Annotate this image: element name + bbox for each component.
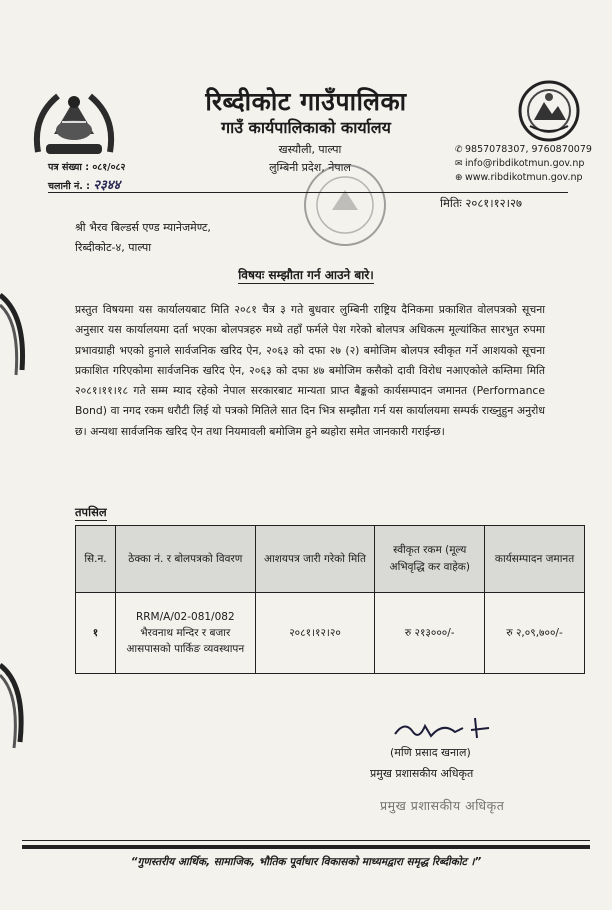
letter-body: प्रस्तुत विषयमा यस कार्यालयबाट मिति २०८१ चैत्र ३ गते बुधवार लुम्बिनी राष्ट्रिय दैनिकमा प्रकाशित वोलपत्रको सूचना अनुसार यस कार्यालयमा दर्ता भएका बोलपत्रहरु मध्ये तहाँ फर्मले पेश गरेको बोलपत्र अधिकत्म मूल्यांकित सारभुत रुपमा प्रभावग्राही भएको हुनाले सार्वजनिक खरिद ऐन, २०६३ को दफा २७ (२) बमोजिम बोलपत्र स्वीकृत गर्ने आशयको सूचना प्रकाशित गरिएकोमा सार्वजनिक खरिद ऐन, २०६३ को दफा ४७ बमोजिम कसैको दावी विरोध नआएकोले कम्तिमा मिति २०८१।११।१८ गते सम्म म्याद रहेको नेपाल सरकारबाट मान्यता प्राप्त बैङ्कको कार्यसम्पादन जमानत (Performance Bond) वा नगद रकम धरौटी लिई यो पत्रको मितिले सात दिन भित्र सम्झौता गर्न यस कार्यालयमा सम्पर्क राख्नुहुन अनुरोध छ। अन्यथा सार्वजनिक खरिद ऐन तथा नियमावली बमोजिम हुने ब्यहोरा समेत जानकारी गराईन्छ। xyxy=(75,303,545,438)
designation-stamp: प्रमुख प्रशासकीय अधिकृत xyxy=(380,798,505,813)
col-header-contract: ठेक्का नं. र बोलपत्रको विवरण xyxy=(115,526,255,593)
schedule-heading: तपसिल xyxy=(75,505,107,519)
phone-icon: ✆ xyxy=(455,145,463,155)
binder-ring-bottom xyxy=(0,650,30,760)
col-header-sn: सि.न. xyxy=(76,526,116,593)
dispatch-value: २३४४ xyxy=(93,178,121,193)
office-subtitle: गाउँ कार्यपालिकाको कार्यालय xyxy=(221,118,391,137)
col-header-guarantee: कार्यसम्पादन जमानत xyxy=(485,526,585,593)
header-divider xyxy=(48,192,568,193)
subject-text: विषयः सम्झौता गर्न आउने बारे। xyxy=(238,268,374,282)
globe-icon: ⊕ xyxy=(455,173,463,183)
website-contact xyxy=(455,172,583,183)
email-icon: ✉ xyxy=(455,159,463,169)
dispatch-number xyxy=(48,175,120,193)
email-text: info@ribdikotmun.gov.np xyxy=(465,158,585,169)
recipient-name: श्री भैरव बिल्डर्स एण्ड म्यानेजमेण्ट, xyxy=(75,221,211,234)
footer-rule-thin xyxy=(22,840,590,841)
schedule-table xyxy=(75,525,585,674)
contract-number: RRM/A/02-081/082 xyxy=(135,611,235,623)
col-header-date: आशयपत्र जारी गरेको मिति xyxy=(255,526,375,593)
cell-guarantee: रु २,०९,७००/- xyxy=(485,593,585,674)
phone-contact xyxy=(455,144,592,155)
ref-label: पत्र संख्या : xyxy=(48,162,90,173)
cell-date: २०८१।१२।२० xyxy=(255,593,375,674)
col-header-amount: स्वीकृत रकम (मूल्य अभिवृद्धि कर वाहेक) xyxy=(375,526,485,593)
address-line-1: खस्यौली, पाल्पा xyxy=(278,143,342,156)
footer-motto: “गुणस्तरीय आर्थिक, सामाजिक, भौतिक पूर्वाधार विकासको माध्यमद्वारा समृद्ध रिब्दीकोट ।” xyxy=(130,856,482,868)
letter-date: मितिः २०८१।१२।२७ xyxy=(440,196,522,210)
address-line-2: लुम्बिनी प्रदेश, नेपाल xyxy=(269,161,351,174)
signature-icon xyxy=(385,712,505,744)
binder-ring-top xyxy=(0,275,30,385)
table-header-row xyxy=(76,526,585,593)
footer-rule-thick xyxy=(22,845,590,849)
dispatch-label: चलानी नं. : xyxy=(48,181,90,192)
recipient-address: रिब्दीकोट-४, पाल्पा xyxy=(75,241,152,254)
website-text: www.ribdikotmun.gov.np xyxy=(465,172,583,183)
contract-description: भैरवनाथ मन्दिर र बजार आसपासको पार्किङ व्यवस्थापन xyxy=(126,627,245,655)
email-contact xyxy=(455,158,584,169)
reference-number xyxy=(48,160,125,173)
ref-value: ०८१/०८२ xyxy=(92,162,126,173)
cell-amount: रु २१३०००/- xyxy=(375,593,485,674)
cell-contract xyxy=(115,593,255,674)
signatory-name: (मणि प्रसाद खनाल) xyxy=(390,746,471,759)
table-row xyxy=(76,593,585,674)
cell-sn: १ xyxy=(76,593,116,674)
signatory-designation: प्रमुख प्रशासकीय अधिकृत xyxy=(370,767,474,780)
office-stamp-icon xyxy=(300,160,390,250)
municipality-title: रिब्दीकोट गाउँपालिका xyxy=(205,87,407,116)
phone-text: 9857078307, 9760870079 xyxy=(465,144,592,155)
subject-line xyxy=(0,266,612,283)
